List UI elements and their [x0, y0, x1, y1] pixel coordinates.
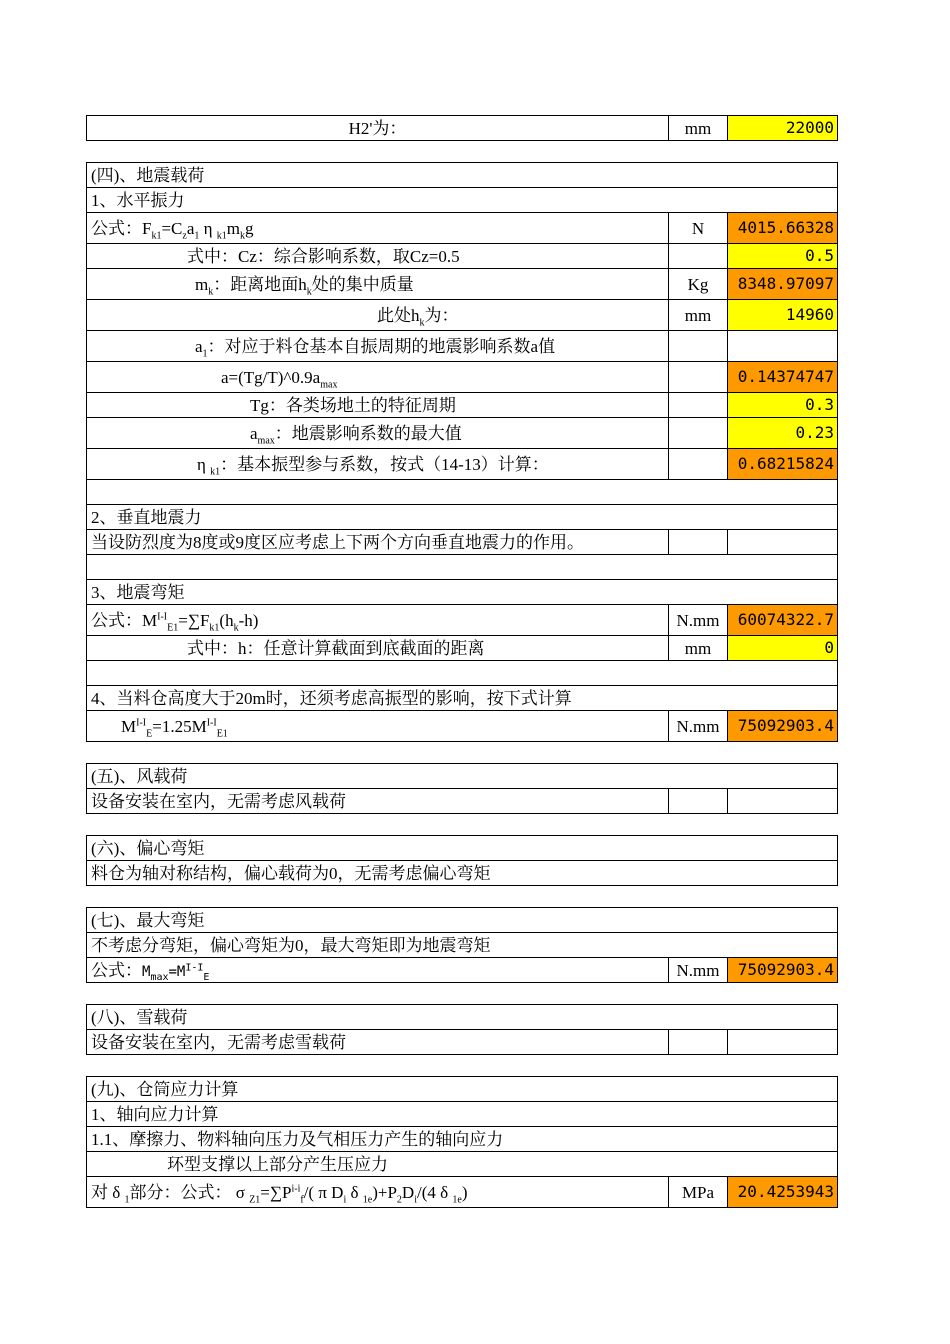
m-value[interactable]: 60074322.7 — [728, 605, 838, 636]
table-row — [87, 1077, 838, 1102]
table-row — [87, 1152, 838, 1177]
table-row — [87, 331, 838, 362]
subsection-title: 1、轴向应力计算 — [87, 1102, 838, 1127]
formula-fk1: 公式：$F_{k1}=C_za_1$ η $_{k1}m_kg$ — [87, 213, 669, 244]
table-row — [87, 861, 838, 886]
table-row — [87, 300, 838, 331]
mk-label: $m_k$：距离地面$h_k$处的集中质量 — [87, 269, 669, 300]
formula-m: 公式：$M^{I-I}_{E1}=\sum F_{k1}(h_k-h)$ — [87, 605, 669, 636]
empty-cell — [728, 1030, 838, 1055]
subsection-title: 1、水平振力 — [87, 188, 838, 213]
table-row — [87, 1005, 838, 1030]
empty-cell — [669, 244, 728, 269]
section-stress-table — [86, 1076, 838, 1208]
section-seismic-table — [86, 162, 838, 742]
section-max-moment-table — [86, 907, 838, 983]
table-row — [87, 555, 838, 580]
eta-label: η $_{k1}$：基本振型参与系数，按式（14-13）计算： — [87, 449, 669, 480]
table-row — [87, 244, 838, 269]
section-title: (九)、仓筒应力计算 — [87, 1077, 838, 1102]
table-row — [87, 163, 838, 188]
table-row — [87, 1127, 838, 1152]
empty-cell — [669, 393, 728, 418]
table-row — [87, 213, 838, 244]
wind-note: 设备安装在室内，无需考虑风载荷 — [87, 789, 669, 814]
table-row — [87, 1177, 838, 1208]
me-unit: N.mm — [669, 711, 728, 742]
tg-label: Tg：各类场地土的特征周期 — [87, 393, 669, 418]
section-eccentric-table — [86, 835, 838, 886]
table-row — [87, 764, 838, 789]
empty-cell — [669, 530, 728, 555]
h2-unit: mm — [669, 116, 728, 141]
table-row — [87, 188, 838, 213]
max-moment-note: 不考虑分弯矩，偏心弯矩为0，最大弯矩即为地震弯矩 — [87, 933, 838, 958]
subsection-title: 4、当料仓高度大于20m时，还须考虑高振型的影响，按下式计算 — [87, 686, 838, 711]
sigma-value[interactable]: 20.4253943 — [728, 1177, 838, 1208]
subsection-title: 3、地震弯矩 — [87, 580, 838, 605]
table-row — [87, 530, 838, 555]
spacer-row — [87, 661, 838, 686]
hk-value[interactable]: 14960 — [728, 300, 838, 331]
formula-me: $M^{I-I}_E=1.25M^{I-I}_{E1}$ — [87, 711, 669, 742]
mmax-value[interactable]: 75092903.4 — [728, 958, 838, 983]
section-title: (八)、雪载荷 — [87, 1005, 838, 1030]
section-title: (四)、地震载荷 — [87, 163, 838, 188]
m-unit: N.mm — [669, 605, 728, 636]
subsection-title: 2、垂直地震力 — [87, 505, 838, 530]
amax-label: $a_{max}$：地震影响系数的最大值 — [87, 418, 669, 449]
formula-mmax: 公式：$M_{max}=M^{I-I}_E$ — [87, 958, 669, 983]
table-row — [87, 958, 838, 983]
eccentric-note: 料仓为轴对称结构，偏心载荷为0，无需考虑偏心弯矩 — [87, 861, 838, 886]
section-snow-table — [86, 1004, 838, 1055]
a1-label: $a_1$：对应于料仓基本自振周期的地震影响系数a值 — [87, 331, 669, 362]
a-value[interactable]: 0.14374747 — [728, 362, 838, 393]
fk1-value[interactable]: 4015.66328 — [728, 213, 838, 244]
amax-value[interactable]: 0.23 — [728, 418, 838, 449]
vertical-note: 当设防烈度为8度或9度区应考虑上下两个方向垂直地震力的作用。 — [87, 530, 669, 555]
table-row — [87, 661, 838, 686]
tg-value[interactable]: 0.3 — [728, 393, 838, 418]
h2-label: H2'为： — [87, 116, 669, 141]
mk-unit: Kg — [669, 269, 728, 300]
empty-cell — [669, 331, 728, 362]
empty-cell — [728, 789, 838, 814]
table-row — [87, 711, 838, 742]
ring-support-label: 环型支撑以上部分产生压应力 — [87, 1152, 838, 1177]
table-row — [87, 480, 838, 505]
empty-cell — [669, 1030, 728, 1055]
table-row — [87, 1102, 838, 1127]
hk-unit: mm — [669, 300, 728, 331]
spreadsheet — [86, 115, 837, 1208]
table-row — [87, 908, 838, 933]
empty-cell — [669, 449, 728, 480]
subsection-title: 1.1、摩擦力、物料轴向压力及气相压力产生的轴向应力 — [87, 1127, 838, 1152]
section-title: (五)、风载荷 — [87, 764, 838, 789]
table-row — [87, 116, 838, 141]
hk-label: 此处$h_k$为： — [87, 300, 669, 331]
formula-sigma: 对 δ $_1$部分：公式： σ $_{Z1}=\sum P^{i-i}_f/$( π $D_i$ δ $_{1e})+P_2D_i/(4$ δ $_{1e}$) — [87, 1177, 669, 1208]
section-wind-table — [86, 763, 838, 814]
empty-cell — [728, 530, 838, 555]
mmax-unit: N.mm — [669, 958, 728, 983]
table-row — [87, 362, 838, 393]
table-row — [87, 505, 838, 530]
spacer-row — [87, 555, 838, 580]
sigma-unit: MPa — [669, 1177, 728, 1208]
table-row — [87, 269, 838, 300]
section-title: (七)、最大弯矩 — [87, 908, 838, 933]
table-row — [87, 686, 838, 711]
table-row — [87, 605, 838, 636]
h2-table — [86, 115, 838, 141]
h2-value[interactable]: 22000 — [728, 116, 838, 141]
table-row — [87, 789, 838, 814]
empty-cell — [669, 789, 728, 814]
h-label: 式中：h：任意计算截面到底截面的距离 — [87, 636, 669, 661]
a-formula: $a=(Tg/T)\^{}0.9a_{max}$ — [87, 362, 669, 393]
me-value[interactable]: 75092903.4 — [728, 711, 838, 742]
section-title: (六)、偏心弯矩 — [87, 836, 838, 861]
table-row — [87, 418, 838, 449]
empty-cell — [669, 418, 728, 449]
table-row — [87, 1030, 838, 1055]
eta-value[interactable]: 0.68215824 — [728, 449, 838, 480]
cz-label: 式中：Cz：综合影响系数，取Cz=0.5 — [87, 244, 669, 269]
table-row — [87, 933, 838, 958]
h-unit: mm — [669, 636, 728, 661]
table-row — [87, 393, 838, 418]
table-row — [87, 836, 838, 861]
h-value[interactable]: 0 — [728, 636, 838, 661]
cz-value[interactable]: 0.5 — [728, 244, 838, 269]
fk1-unit: N — [669, 213, 728, 244]
empty-cell — [669, 362, 728, 393]
table-row — [87, 636, 838, 661]
snow-note: 设备安装在室内，无需考虑雪载荷 — [87, 1030, 669, 1055]
mk-value[interactable]: 8348.97097 — [728, 269, 838, 300]
spacer-row — [87, 480, 838, 505]
empty-cell — [728, 331, 838, 362]
table-row — [87, 449, 838, 480]
table-row — [87, 580, 838, 605]
